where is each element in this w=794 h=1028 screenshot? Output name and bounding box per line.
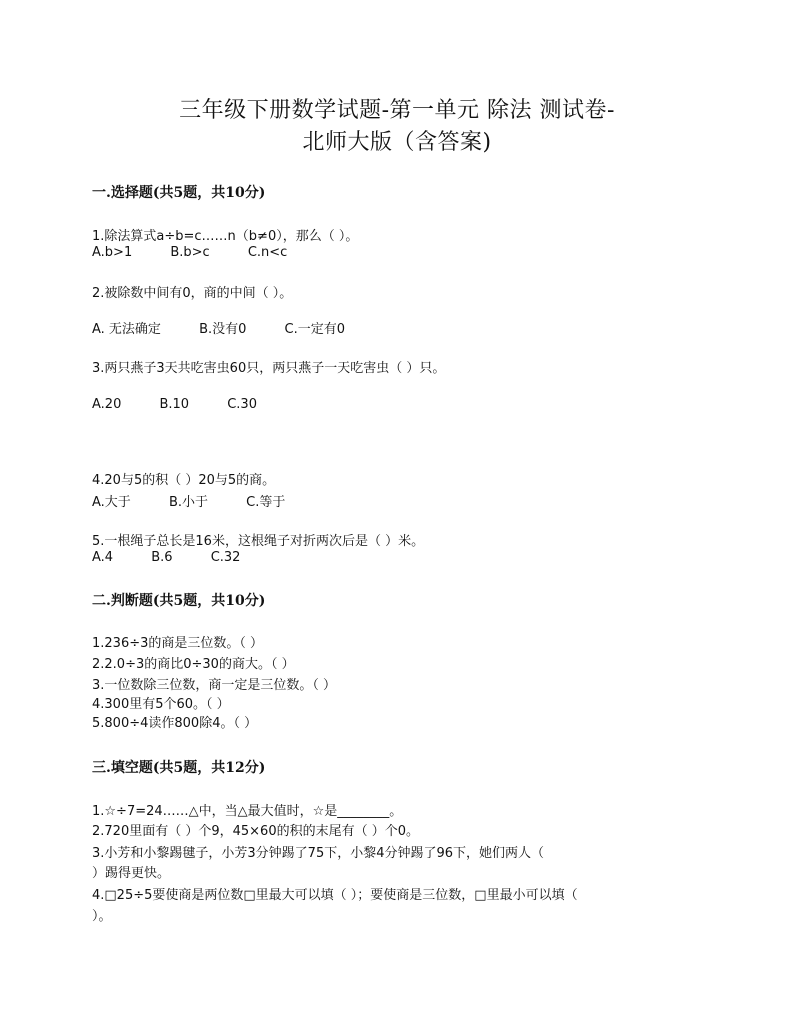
question-options [92,491,285,510]
option-c: C.32 [210,550,241,565]
option-b: B.10 [159,397,190,412]
question-text: 3.两只燕子3天共吃害虫60只，两只燕子一天吃害虫（ ）只。 [92,361,446,376]
option-a: A. 无法确定 [92,322,161,337]
question-text: 4.20与5的积（ ）20与5的商。 [92,473,276,488]
fill-blank-text: 3.小芳和小黎踢毽子，小芳3分钟踢了75下，小黎4分钟踢了96下，她们两人（ [92,846,545,861]
option-a: A.4 [92,550,114,565]
question-options [92,318,345,337]
option-b: B.b>c [170,245,210,260]
fill-blank-text: 2.720里面有（ ）个9，45×60的积的末尾有（ ）个0。 [92,824,419,839]
option-a: A.大于 [92,495,131,510]
question-options [92,245,287,260]
statement-text: 4.300里有5个60。（ ） [92,697,230,712]
option-c: C.等于 [246,495,286,510]
question-text: 5.一根绳子总长是16米，这根绳子对折两次后是（ ）米。 [92,534,425,549]
section-heading-choice: 一.选择题(共5题，共10分) [92,185,266,201]
fill-blank-text: ）踢得更快。 [92,866,171,881]
option-a: A.b>1 [92,245,133,260]
fill-blank-text: 1.☆÷7=24……△中，当△最大值时，☆是________。 [92,804,403,819]
option-a: A.20 [92,397,122,412]
question-text: 1.除法算式a÷b=c……n（b≠0），那么（ ）。 [92,229,359,244]
statement-text: 1.236÷3的商是三位数。（ ） [92,636,264,651]
question-options [92,550,240,565]
option-b: B.小于 [168,495,209,510]
option-b: B.6 [151,550,173,565]
fill-blank-text: ）。 [92,909,112,924]
statement-text: 5.800÷4读作800除4。（ ） [92,716,258,731]
question-options [92,397,257,412]
question-text: 2.被除数中间有0，商的中间（ ）。 [92,286,293,301]
option-c: C.一定有0 [284,322,346,337]
option-c: C.n<c [247,245,288,260]
option-c: C.30 [227,397,257,412]
statement-text: 2.2.0÷3的商比0÷30的商大。（ ） [92,657,295,672]
fill-blank-text: 4.□25÷5要使商是两位数□里最大可以填（ ）；要使商是三位数，□里最小可以填（ [92,888,578,903]
section-heading-fill-blank: 三.填空题(共5题，共12分) [92,760,266,776]
page-title-line-2: 北师大版（含答案) [302,130,492,155]
option-b: B.没有0 [199,322,247,337]
page-title-line-1: 三年级下册数学试题-第一单元 除法 测试卷- [179,98,615,123]
section-heading-judgement: 二.判断题(共5题，共10分) [92,593,266,609]
statement-text: 3.一位数除三位数，商一定是三位数。（ ） [92,678,337,693]
